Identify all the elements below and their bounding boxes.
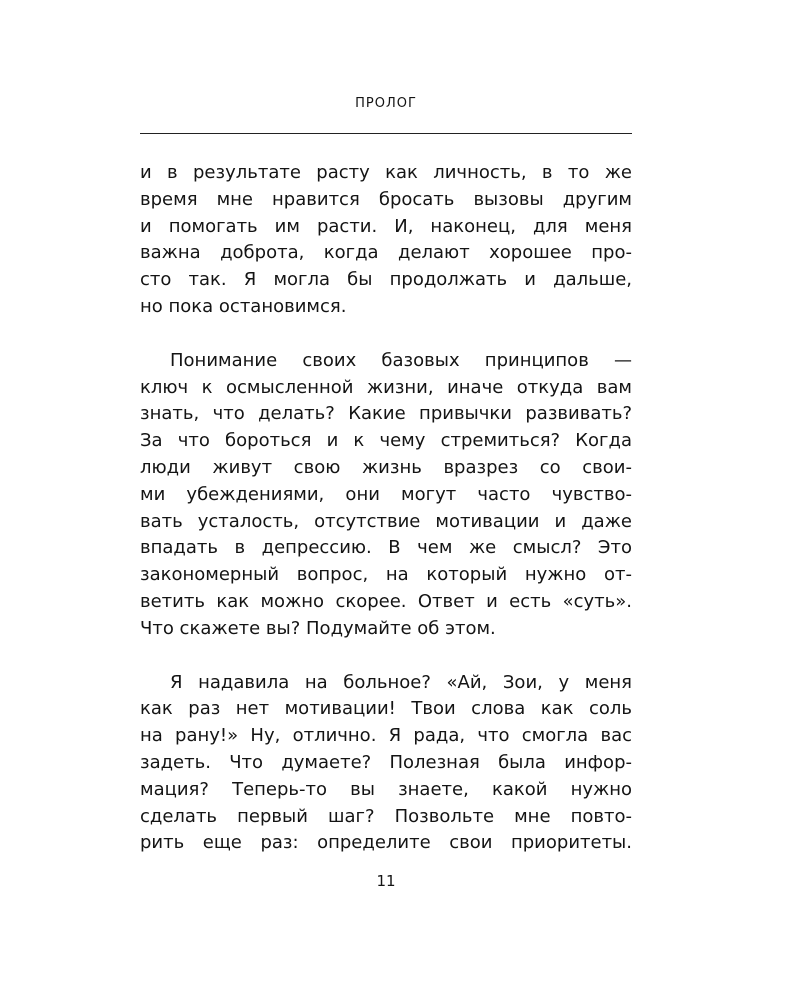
text-line: задеть. Что думаете? Полезная была инфор- — [140, 751, 632, 773]
text-line: Я надавила на больное? «Ай, Зои, у меня — [170, 671, 632, 693]
running-head: ПРОЛОГ — [355, 96, 417, 111]
text-line: знать, что делать? Какие привычки развивать? — [140, 403, 632, 425]
text-line: Понимание своих базовых принципов — — [170, 349, 632, 371]
text-line: закономерный вопрос, на который нужно от- — [140, 564, 632, 586]
text-line: но пока остановимся. — [140, 295, 347, 317]
body-text — [140, 160, 632, 857]
header-rule — [140, 133, 632, 134]
text-line: впадать в депрессию. В чем же смысл? Это — [140, 537, 632, 559]
text-line: ветить как можно скорее. Ответ и есть «суть». — [140, 590, 632, 612]
text-line: на рану!» Ну, отлично. Я рада, что смогла вас — [140, 725, 632, 747]
paragraph-gap — [140, 321, 632, 348]
text-line: Что скажете вы? Подумайте об этом. — [140, 617, 496, 639]
text-line: ми убеждениями, они могут часто чувство- — [140, 483, 632, 505]
text-line: вать усталость, отсутствие мотивации и даже — [140, 510, 632, 532]
text-line: мация? Теперь-то вы знаете, какой нужно — [140, 778, 632, 800]
paragraph-1 — [140, 160, 632, 321]
text-line: и в результате расту как личность, в то же — [140, 162, 632, 183]
text-line: За что бороться и к чему стремиться? Когда — [140, 430, 632, 452]
text-line: люди живут свою жизнь вразрез со свои- — [140, 456, 632, 478]
text-line: как раз нет мотивации! Твои слова как соль — [140, 698, 632, 720]
text-line: ключ к осмысленной жизни, иначе откуда вам — [140, 376, 632, 398]
text-line: сто так. Я могла бы продолжать и дальше, — [140, 269, 632, 291]
text-line: время мне нравится бросать вызовы другим — [140, 188, 632, 210]
paragraph-2 — [140, 348, 632, 643]
paragraph-gap — [140, 643, 632, 670]
page-number: 11 — [376, 872, 396, 890]
text-line: и помогать им расти. И, наконец, для меня — [140, 215, 632, 237]
text-line: важна доброта, когда делают хорошее про- — [140, 242, 632, 264]
paragraph-3 — [140, 670, 632, 858]
text-line: сделать первый шаг? Позвольте мне повто- — [140, 805, 632, 827]
text-line: рить еще раз: определите свои приоритеты. — [140, 832, 632, 854]
